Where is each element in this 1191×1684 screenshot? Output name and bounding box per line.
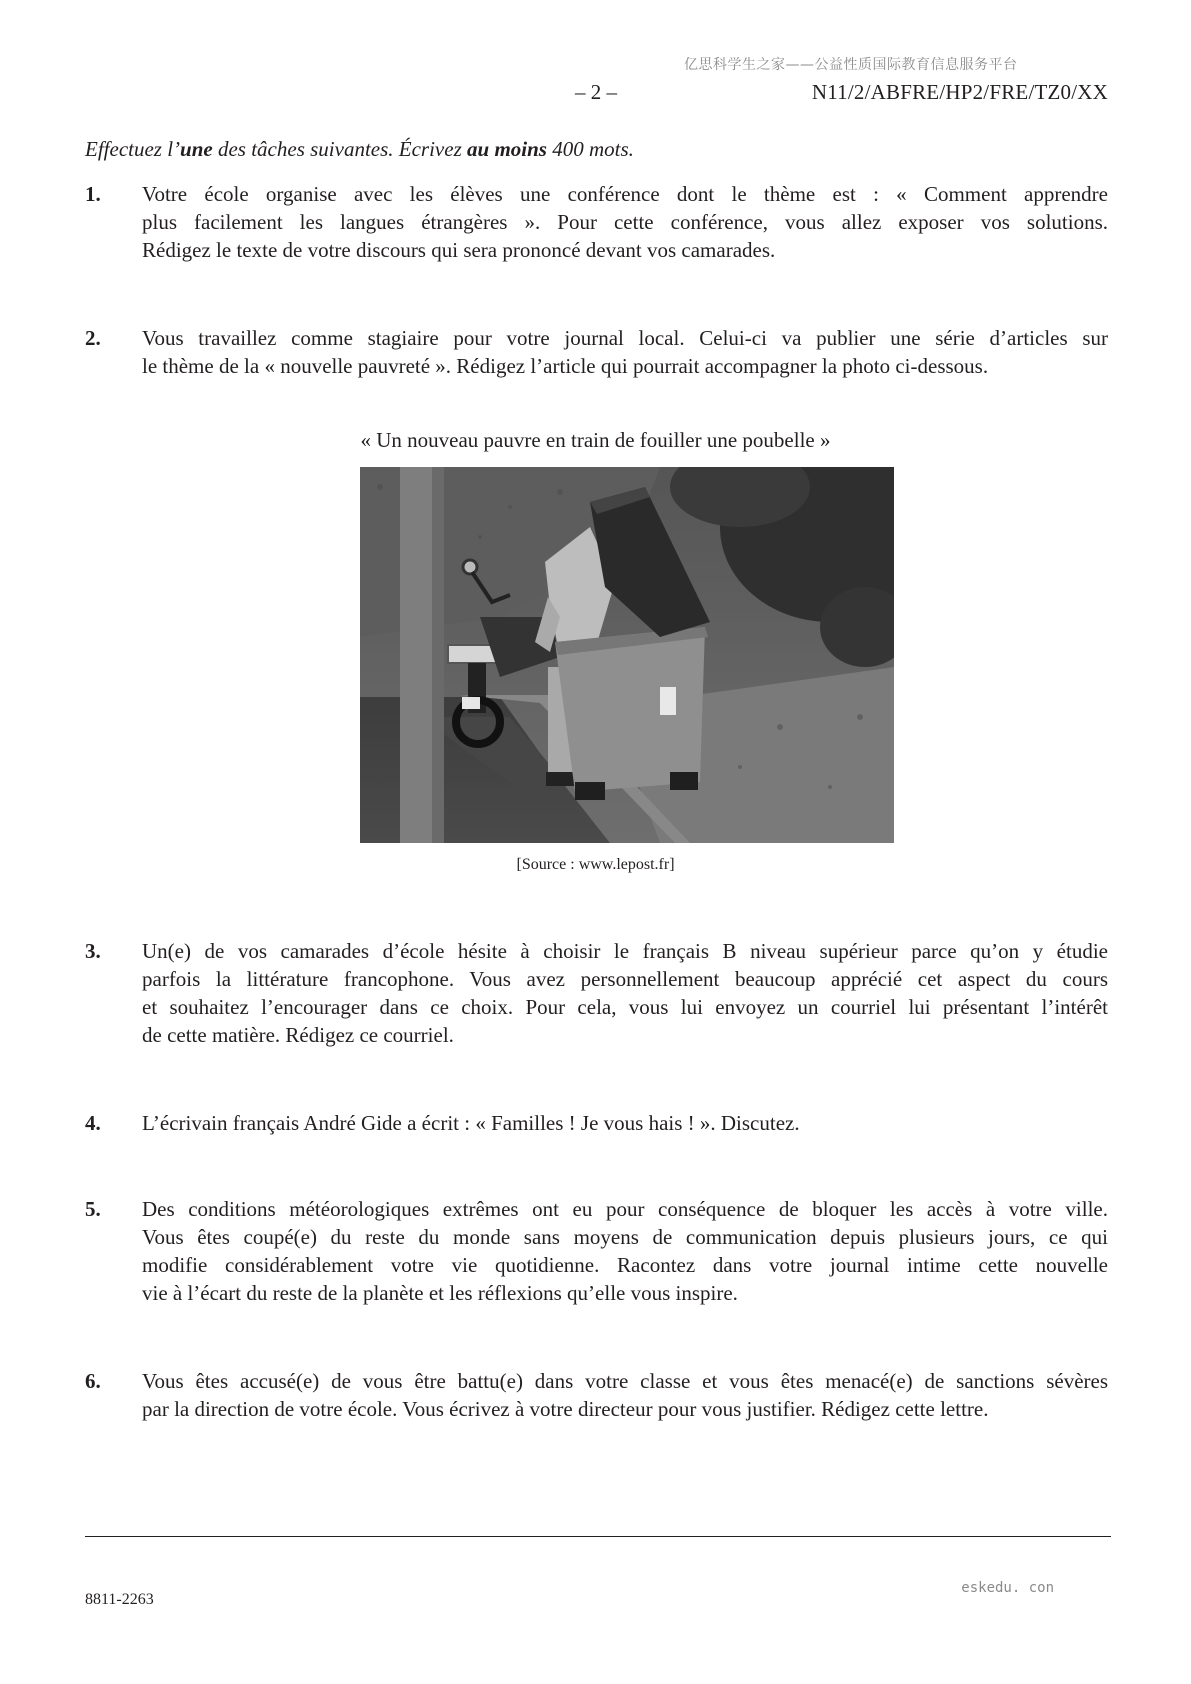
- task-line: modifie considérablement votre vie quotidienne. Racontez dans votre journal intime cette nouvelle: [142, 1253, 1108, 1277]
- photo-caption: « Un nouveau pauvre en train de fouiller une poubelle »: [360, 428, 831, 452]
- task-line: le thème de la « nouvelle pauvreté ». Rédigez l’article qui pourrait accompagner la photo ci-dessous.: [142, 354, 989, 378]
- watermark-top: 亿思科学生之家——公益性质国际教育信息服务平台: [684, 57, 1018, 73]
- task-line: Vous êtes accusé(e) de vous être battu(e) dans votre classe et vous êtes menacé(e) de sanctions sévères: [142, 1369, 1108, 1393]
- task-line: Un(e) de vos camarades d’école hésite à choisir le français B niveau supérieur parce qu’on y étudie: [142, 939, 1108, 963]
- task-3: [85, 937, 1108, 1049]
- watermark-bottom: eskedu. con: [961, 1580, 1054, 1596]
- task-4: [85, 1109, 1108, 1137]
- task-2: [85, 324, 1108, 380]
- task-line: par la direction de votre école. Vous écrivez à votre directeur pour vous justifier. Rédigez cette lettre.: [142, 1397, 989, 1421]
- instruction-text-1: Effectuez l’: [85, 137, 181, 161]
- trash-bin-photo-illustration: [360, 467, 894, 843]
- task-body: [142, 1109, 1108, 1137]
- task-line: Vous êtes coupé(e) du reste du monde sans moyens de communication depuis plusieurs jours, ce qui: [142, 1225, 1108, 1249]
- task-line: Vous travaillez comme stagiaire pour votre journal local. Celui-ci va publier une série d’articles sur: [142, 326, 1108, 350]
- instruction-text-2: des tâches suivantes. Écrivez: [212, 137, 468, 161]
- task-line: de cette matière. Rédigez ce courriel.: [142, 1023, 454, 1047]
- task-line: L’écrivain français André Gide a écrit : « Familles ! Je vous hais ! ». Discutez.: [142, 1111, 800, 1135]
- task-body: [142, 324, 1108, 380]
- task-number: 6.: [85, 1369, 101, 1393]
- task-body: [142, 937, 1108, 1049]
- task-1: [85, 180, 1108, 264]
- task-line: vie à l’écart du reste de la planète et les réflexions qu’elle vous inspire.: [142, 1281, 738, 1305]
- task-number: 2.: [85, 326, 101, 350]
- task-6: [85, 1367, 1108, 1423]
- task-body: [142, 1195, 1108, 1307]
- page-number: – 2 –: [575, 80, 617, 104]
- task-number: 1.: [85, 182, 101, 206]
- task-line: Rédigez le texte de votre discours qui sera prononcé devant vos camarades.: [142, 238, 776, 262]
- task-line: et souhaitez l’encourager dans ce choix. Pour cela, vous lui envoyez un courriel lui présentant l’intérêt: [142, 995, 1108, 1019]
- photo-source: [Source : www.lepost.fr]: [516, 856, 675, 873]
- task-line: parfois la littérature francophone. Vous avez personnellement beaucoup apprécié cet aspect du cours: [142, 967, 1108, 991]
- paper-code: N11/2/ABFRE/HP2/FRE/TZ0/XX: [811, 80, 1108, 104]
- task-body: [142, 1367, 1108, 1423]
- instruction-bold-1: une: [180, 137, 213, 161]
- task-number: 5.: [85, 1197, 101, 1221]
- task-line: plus facilement les langues étrangères ». Pour cette conférence, vous allez exposer vos solutions.: [142, 210, 1108, 234]
- photo: [360, 467, 894, 843]
- task-body: [142, 180, 1108, 264]
- instruction: [85, 137, 634, 162]
- footer-code: 8811-2263: [85, 1591, 154, 1608]
- task-number: 4.: [85, 1111, 101, 1135]
- task-5: [85, 1195, 1108, 1307]
- task-line: Votre école organise avec les élèves une conférence dont le thème est : « Comment apprendre: [142, 182, 1108, 206]
- task-number: 3.: [85, 939, 101, 963]
- footer-rule: [85, 1536, 1111, 1537]
- instruction-bold-2: au moins: [467, 137, 547, 161]
- task-line: Des conditions météorologiques extrêmes ont eu pour conséquence de bloquer les accès à votre ville.: [142, 1197, 1108, 1221]
- instruction-text-3: 400 mots.: [546, 137, 634, 161]
